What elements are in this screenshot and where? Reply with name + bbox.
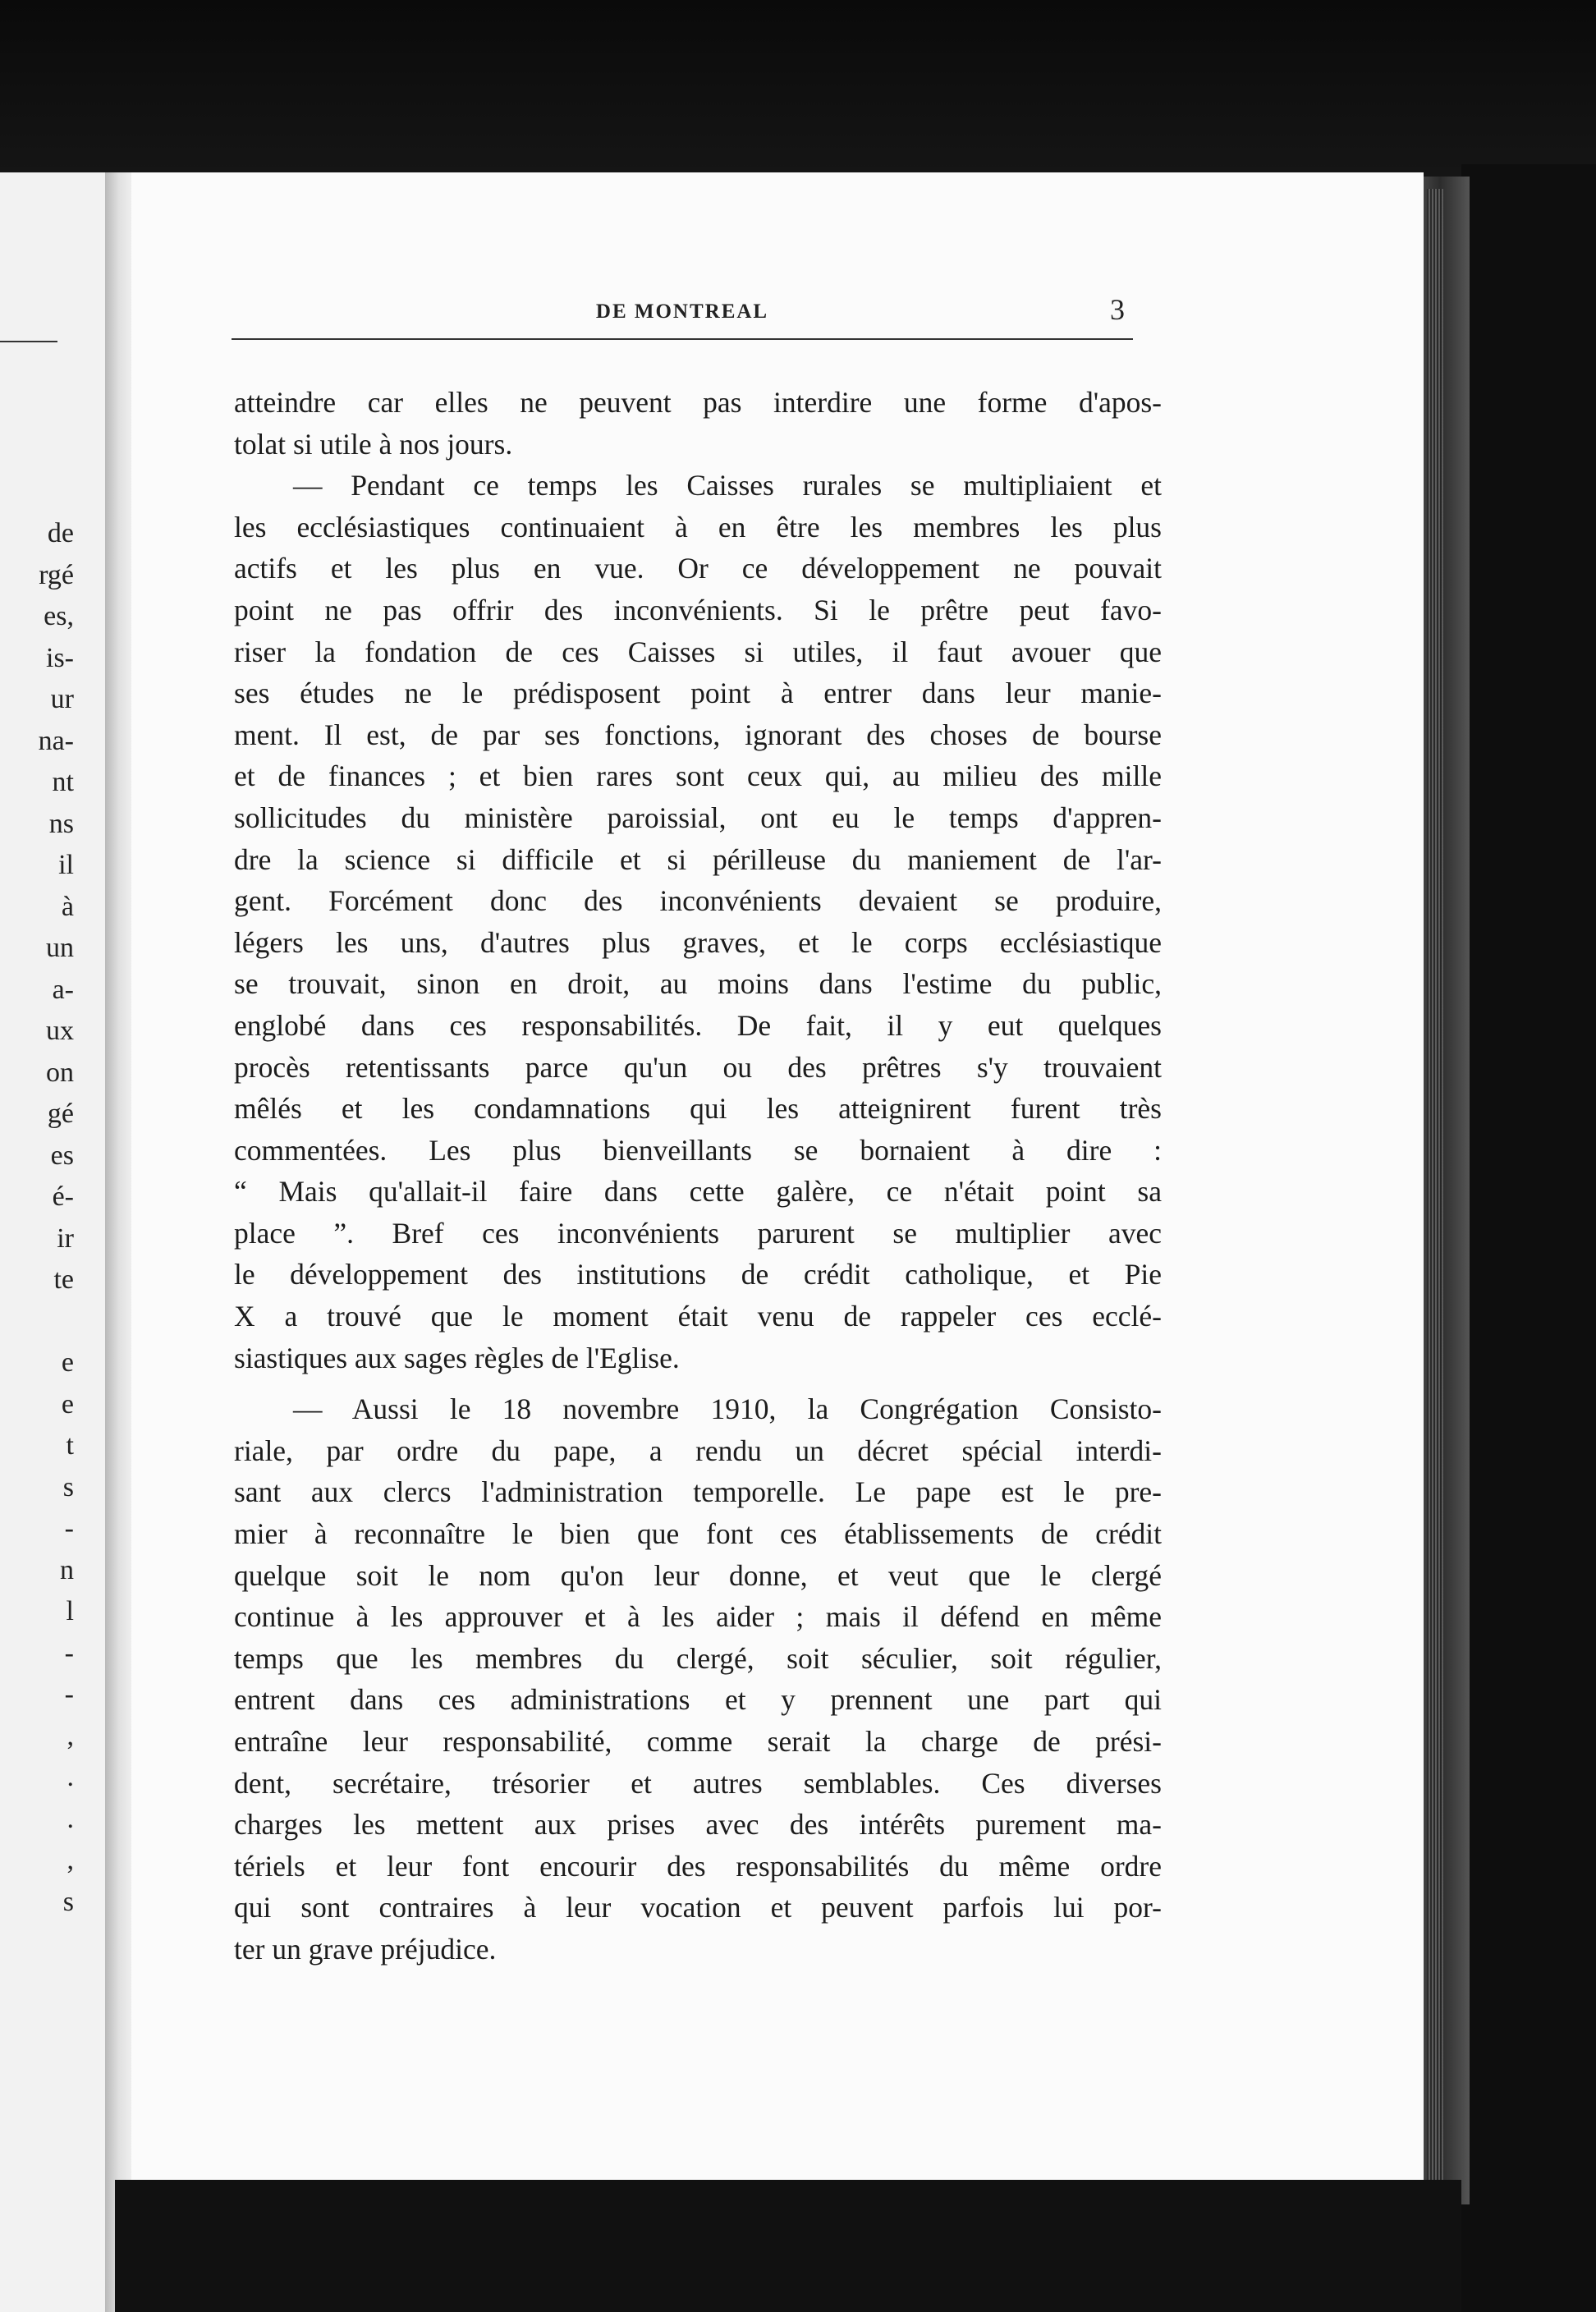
left-page-fragment: nt bbox=[52, 767, 74, 797]
text-line: riale, par ordre du pape, a rendu un décret spécial interdi- bbox=[234, 1434, 1162, 1467]
text-line: quelque soit le nom qu'on leur donne, et veut que le clergé bbox=[234, 1558, 1162, 1592]
paragraph-p3 bbox=[234, 1388, 1162, 1970]
left-page-fragment: ux bbox=[46, 1016, 74, 1046]
left-page-fragment: es bbox=[50, 1140, 74, 1171]
text-line: sollicitudes du ministère paroissial, ont eu le temps d'appren- bbox=[234, 800, 1162, 834]
left-page-fragment: rgé bbox=[39, 559, 74, 590]
text-line: les ecclésiastiques continuaient à en être les membres les plus bbox=[234, 510, 1162, 544]
page-bottom-shadow bbox=[115, 2180, 1461, 2312]
text-line: entrent dans ces administrations et y prennent une part qui bbox=[234, 1683, 1162, 1717]
dark-background-right bbox=[1461, 164, 1596, 2312]
left-page-fragment: à bbox=[61, 891, 74, 922]
left-page-fragment: on bbox=[46, 1057, 74, 1088]
paragraph-gap bbox=[234, 1378, 1162, 1388]
left-page-text-fragments bbox=[0, 513, 74, 1923]
left-page-fragment: gé bbox=[47, 1099, 74, 1129]
left-page-fragment: - bbox=[64, 1637, 74, 1668]
body-text bbox=[234, 382, 1162, 1970]
left-page-fragment: de bbox=[47, 518, 74, 548]
left-page-header-rule bbox=[0, 341, 57, 342]
left-page-fragment: un bbox=[46, 933, 74, 963]
text-line: légers les uns, d'autres plus graves, et le corps ecclésiastique bbox=[234, 925, 1162, 959]
text-line: siastiques aux sages règles de l'Eglise. bbox=[234, 1341, 680, 1374]
text-line: se trouvait, sinon en droit, au moins dans l'estime du public, bbox=[234, 967, 1162, 1001]
text-line: place ”. Bref ces inconvénients parurent se multiplier avec bbox=[234, 1216, 1162, 1250]
page-number: 3 bbox=[1110, 293, 1125, 326]
left-page-fragment: - bbox=[64, 1679, 74, 1709]
text-line: X a trouvé que le moment était venu de rappeler ces ecclé- bbox=[234, 1300, 1162, 1333]
text-line: englobé dans ces responsabilités. De fait, il y eut quelques bbox=[234, 1008, 1162, 1042]
text-line: dre la science si difficile et si périlleuse du maniement de l'ar- bbox=[234, 842, 1162, 876]
text-line: — Pendant ce temps les Caisses rurales se multipliaient et bbox=[293, 469, 1162, 502]
left-page-fragment: . bbox=[66, 1762, 74, 1792]
book-page-edge-stripes bbox=[1427, 189, 1443, 2192]
left-page-fragment: é- bbox=[52, 1181, 74, 1212]
text-line: sant aux clercs l'administration temporelle. Le pape est le pre- bbox=[234, 1475, 1162, 1509]
left-page-fragment: es, bbox=[44, 601, 74, 631]
text-line: ses études ne le prédisposent point à entrer dans leur manie- bbox=[234, 677, 1162, 710]
text-line: tériels et leur font encourir des responsabilités du même ordre bbox=[234, 1849, 1162, 1883]
text-line: temps que les membres du clergé, soit séculier, soit régulier, bbox=[234, 1641, 1162, 1675]
running-header bbox=[232, 289, 1133, 340]
text-line: mêlés et les condamnations qui les atteignirent furent très bbox=[234, 1092, 1162, 1126]
left-page-fragment: . bbox=[66, 1803, 74, 1834]
text-line: mier à reconnaître le bien que font ces établissements de crédit bbox=[234, 1517, 1162, 1551]
paragraph-p1 bbox=[234, 382, 1162, 465]
text-line: atteindre car elles ne peuvent pas interdire une forme d'apos- bbox=[234, 386, 1162, 419]
left-page-fragment: , bbox=[66, 1845, 74, 1875]
text-line: et de finances ; et bien rares sont ceux qui, au milieu des mille bbox=[234, 759, 1162, 793]
left-page-fragment: t bbox=[66, 1430, 74, 1461]
left-page-fragment: e bbox=[61, 1388, 74, 1420]
text-line: tolat si utile à nos jours. bbox=[234, 427, 513, 461]
text-line: — Aussi le 18 novembre 1910, la Congrégation Consisto- bbox=[293, 1392, 1162, 1426]
left-page-fragment: s bbox=[62, 1471, 74, 1502]
running-header-title: DE MONTREAL bbox=[595, 300, 769, 323]
paragraph-p2 bbox=[234, 465, 1162, 1378]
text-line: le développement des institutions de crédit catholique, et Pie bbox=[234, 1258, 1162, 1291]
left-page-fragment: ur bbox=[50, 684, 74, 714]
text-line: ment. Il est, de par ses fonctions, ignorant des choses de bourse bbox=[234, 718, 1162, 751]
text-line: entraîne leur responsabilité, comme serait la charge de prési- bbox=[234, 1725, 1162, 1758]
text-line: actifs et les plus en vue. Or ce développement ne pouvait bbox=[234, 552, 1162, 585]
text-line: continue à les approuver et à les aider ; mais il défend en même bbox=[234, 1600, 1162, 1634]
left-page-fragment: - bbox=[64, 1513, 74, 1544]
left-page-fragment: is- bbox=[46, 642, 74, 673]
text-line: charges les mettent aux prises avec des intérêts purement ma- bbox=[234, 1808, 1162, 1842]
left-page-fragment: ir bbox=[57, 1223, 74, 1254]
left-page-fragment: , bbox=[66, 1720, 74, 1751]
text-line: procès retentissants parce qu'un ou des prêtres s'y trouvaient bbox=[234, 1050, 1162, 1084]
left-page-fragment: ns bbox=[48, 808, 74, 839]
text-line: qui sont contraires à leur vocation et peuvent parfois lui por- bbox=[234, 1891, 1162, 1924]
left-page-fragment: e bbox=[61, 1347, 74, 1378]
dark-background-top bbox=[0, 0, 1596, 189]
left-page-fragment: n bbox=[60, 1554, 74, 1585]
text-line: point ne pas offrir des inconvénients. Si le prêtre peut favo- bbox=[234, 593, 1162, 626]
left-page-fragment: s bbox=[62, 1886, 74, 1917]
text-line: gent. Forcément donc des inconvénients devaient se produire, bbox=[234, 884, 1162, 918]
left-page-fragment: il bbox=[58, 850, 74, 880]
left-page-fragment: l bbox=[66, 1596, 74, 1626]
text-line: “ Mais qu'allait-il faire dans cette galère, ce n'était point sa bbox=[234, 1175, 1162, 1209]
text-line: riser la fondation de ces Caisses si utiles, il faut avouer que bbox=[234, 635, 1162, 668]
left-page-fragment bbox=[0, 1301, 74, 1343]
text-line: ter un grave préjudice. bbox=[234, 1932, 497, 1966]
text-line: dent, secrétaire, trésorier et autres semblables. Ces diverses bbox=[234, 1766, 1162, 1800]
text-line: commentées. Les plus bienveillants se bornaient à dire : bbox=[234, 1133, 1162, 1167]
left-page-fragment: te bbox=[53, 1264, 74, 1295]
left-page-fragment: a- bbox=[52, 974, 74, 1005]
left-page-fragment: na- bbox=[38, 725, 74, 756]
